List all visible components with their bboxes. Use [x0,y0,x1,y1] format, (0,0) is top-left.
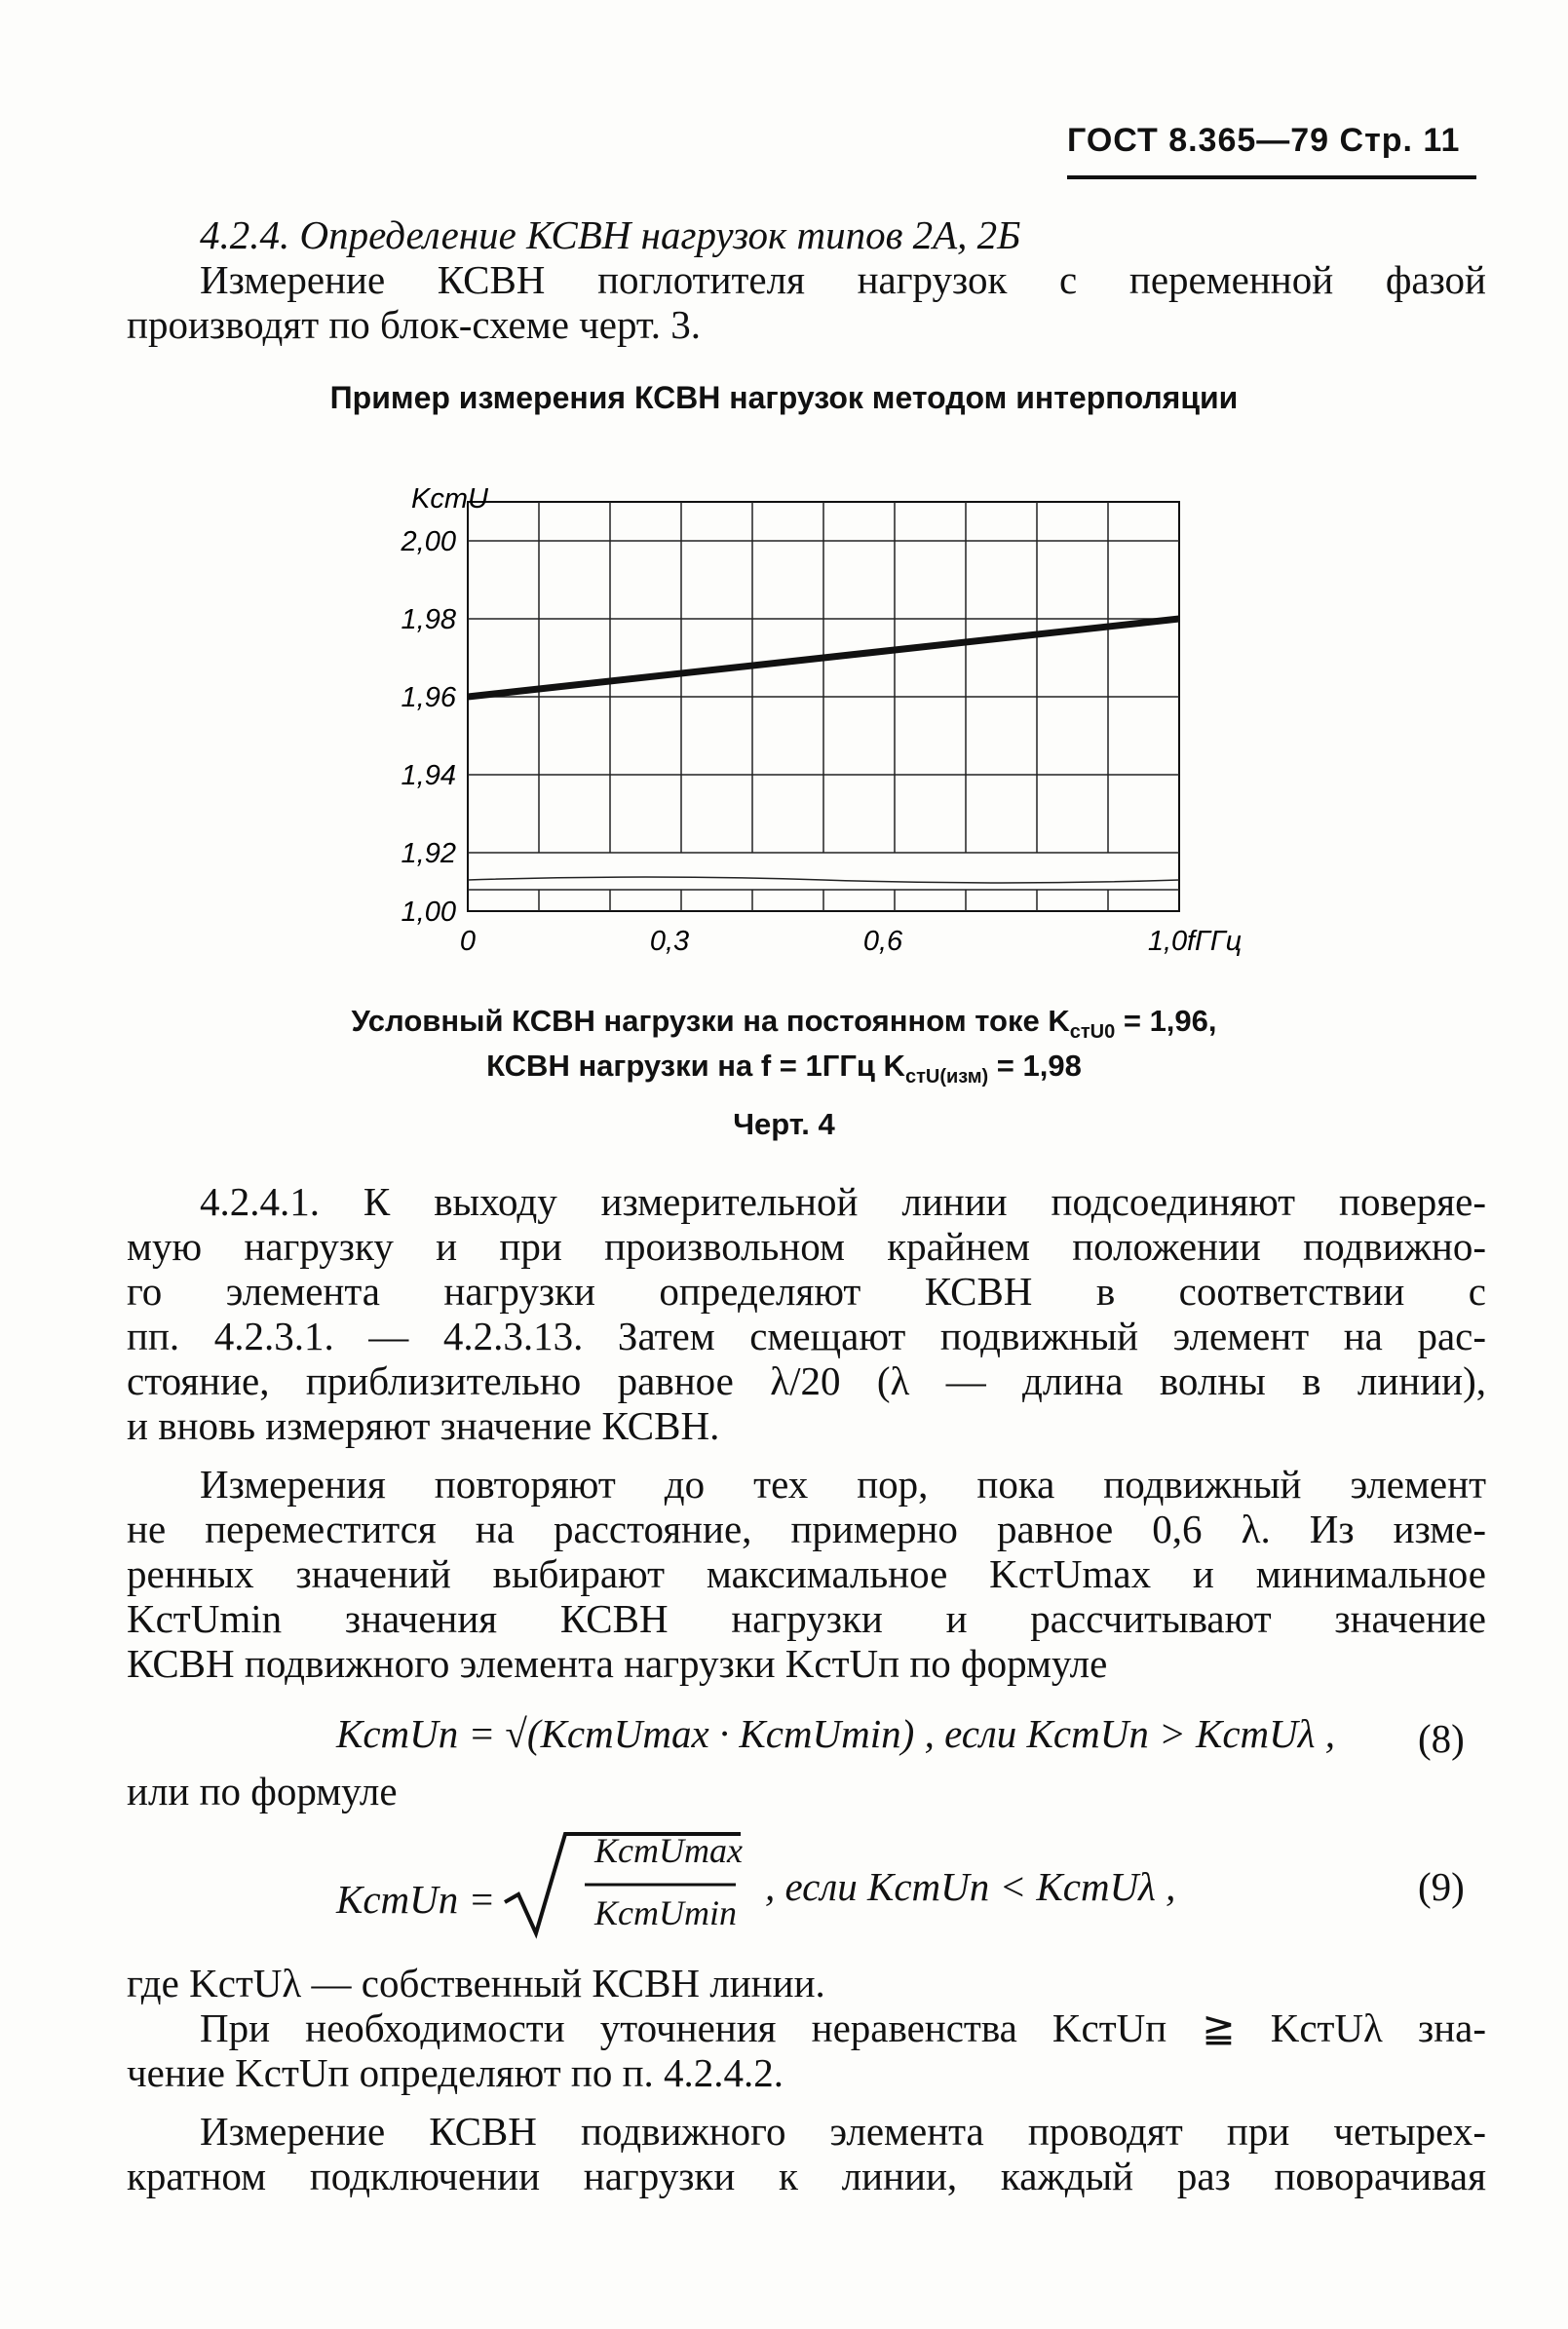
x-axis-label: fГГц [1187,926,1243,957]
y-tick-label: 1,98 [401,604,456,635]
figure-caption-line2 [0,1049,1568,1088]
chart-grid [468,502,1179,911]
p5-line-1: кратном подключении нагрузки к линии, каждый раз поворачивая [127,2154,1486,2198]
y-tick-label: 1,00 [401,897,456,928]
p4-line-0: При необходимости уточнения неравенства KстUп ≧ KстUλ зна- [200,2005,1486,2050]
header-rule [1067,175,1476,179]
caption1-text: Условный КСВН нагрузки на постоянном токе K [351,1004,1070,1038]
caption2-val: = 1,98 [988,1049,1082,1083]
or-formula: или по формуле [127,1769,398,1814]
chart [370,477,1277,984]
figure-label: Черт. 4 [733,1107,835,1141]
equation-number-9: (9) [1418,1864,1465,1909]
p3-line-1: не переместится на расстояние, примерно равное 0,6 λ. Из изме- [127,1507,1486,1551]
p2-line-1: мую нагрузку и при произвольном крайнем положении подвижно- [127,1224,1486,1269]
p3-line-4: КСВН подвижного элемента нагрузки KстUп по формуле [127,1641,1108,1686]
p4-line-1: чение KстUп определяют по п. 4.2.4.2. [127,2050,784,2095]
p2-line-4: стояние, приблизительно равное λ/20 (λ — длина волны в линии), [127,1358,1486,1403]
p2-line-0: 4.2.4.1. К выходу измерительной линии подсоединяют поверяе- [200,1179,1486,1224]
page-header: ГОСТ 8.365—79 Стр. 11 [1067,122,1461,159]
p3-line-3: KстUmin значения КСВН нагрузки и рассчитывают значение [127,1596,1486,1641]
equation-number-8: (8) [1418,1716,1465,1761]
axis-break-line [468,877,1179,883]
caption2-sub: стU(изм) [904,1066,989,1088]
caption1-val: = 1,96, [1115,1004,1217,1038]
para1-line1: Измерение КСВН поглотителя нагрузок с переменной фазой [200,257,1486,302]
p3-line-0: Измерения повторяют до тех пор, пока подвижный элемент [200,1462,1486,1507]
p5-line-0: Измерение КСВН подвижного элемента проводят при четырех- [200,2109,1486,2154]
y-tick-label: 1,94 [401,760,456,791]
figure-caption-line1 [0,1004,1568,1044]
p2-line-5: и вновь измеряют значение КСВН. [127,1403,720,1448]
formula-8: KстUп = √(KстUmax · KстUmin) , если KстUп > KстUλ , [336,1711,1335,1756]
caption1-sub: стU0 [1069,1021,1116,1044]
figure-title: Пример измерения КСВН нагрузок методом интерполяции [329,380,1239,415]
p2-line-2: го элемента нагрузки определяют КСВН в соответствии с [127,1269,1486,1314]
formula-9-left: KстUп = [336,1877,496,1922]
x-tick-label: 0 [459,926,477,957]
formula-9-numerator: KстUmax [594,1831,743,1870]
y-tick-label: 1,92 [401,838,456,869]
y-tick-label: 1,96 [401,682,456,713]
chart-axis-break [468,877,1179,890]
x-tick-label: 1,0 [1147,926,1188,957]
x-tick-label: 0,3 [649,926,690,957]
y-axis-label: KстU [411,483,488,515]
section-title: 4.2.4. Определение КСВН нагрузок типов 2А, 2Б [200,212,1021,257]
x-tick-label: 0,6 [862,926,903,957]
p3-line-2: ренных значений выбирают максимальное KстUmax и минимальное [127,1551,1486,1596]
formula-9-denominator: KстUmin [594,1893,737,1932]
formula-9-right: , если KстUп < KстUλ , [765,1864,1176,1909]
chart-labels [401,483,1243,957]
where-line: где KстUλ — собственный КСВН линии. [127,1961,825,2005]
p2-line-3: пп. 4.2.3.1. — 4.2.3.13. Затем смещают подвижный элемент на рас- [127,1314,1486,1358]
caption2-text: КСВН нагрузки на f = 1ГГц K [486,1049,905,1083]
y-tick-label: 2,00 [401,526,456,557]
para1-line2: производят по блок-схеме черт. 3. [127,302,702,347]
